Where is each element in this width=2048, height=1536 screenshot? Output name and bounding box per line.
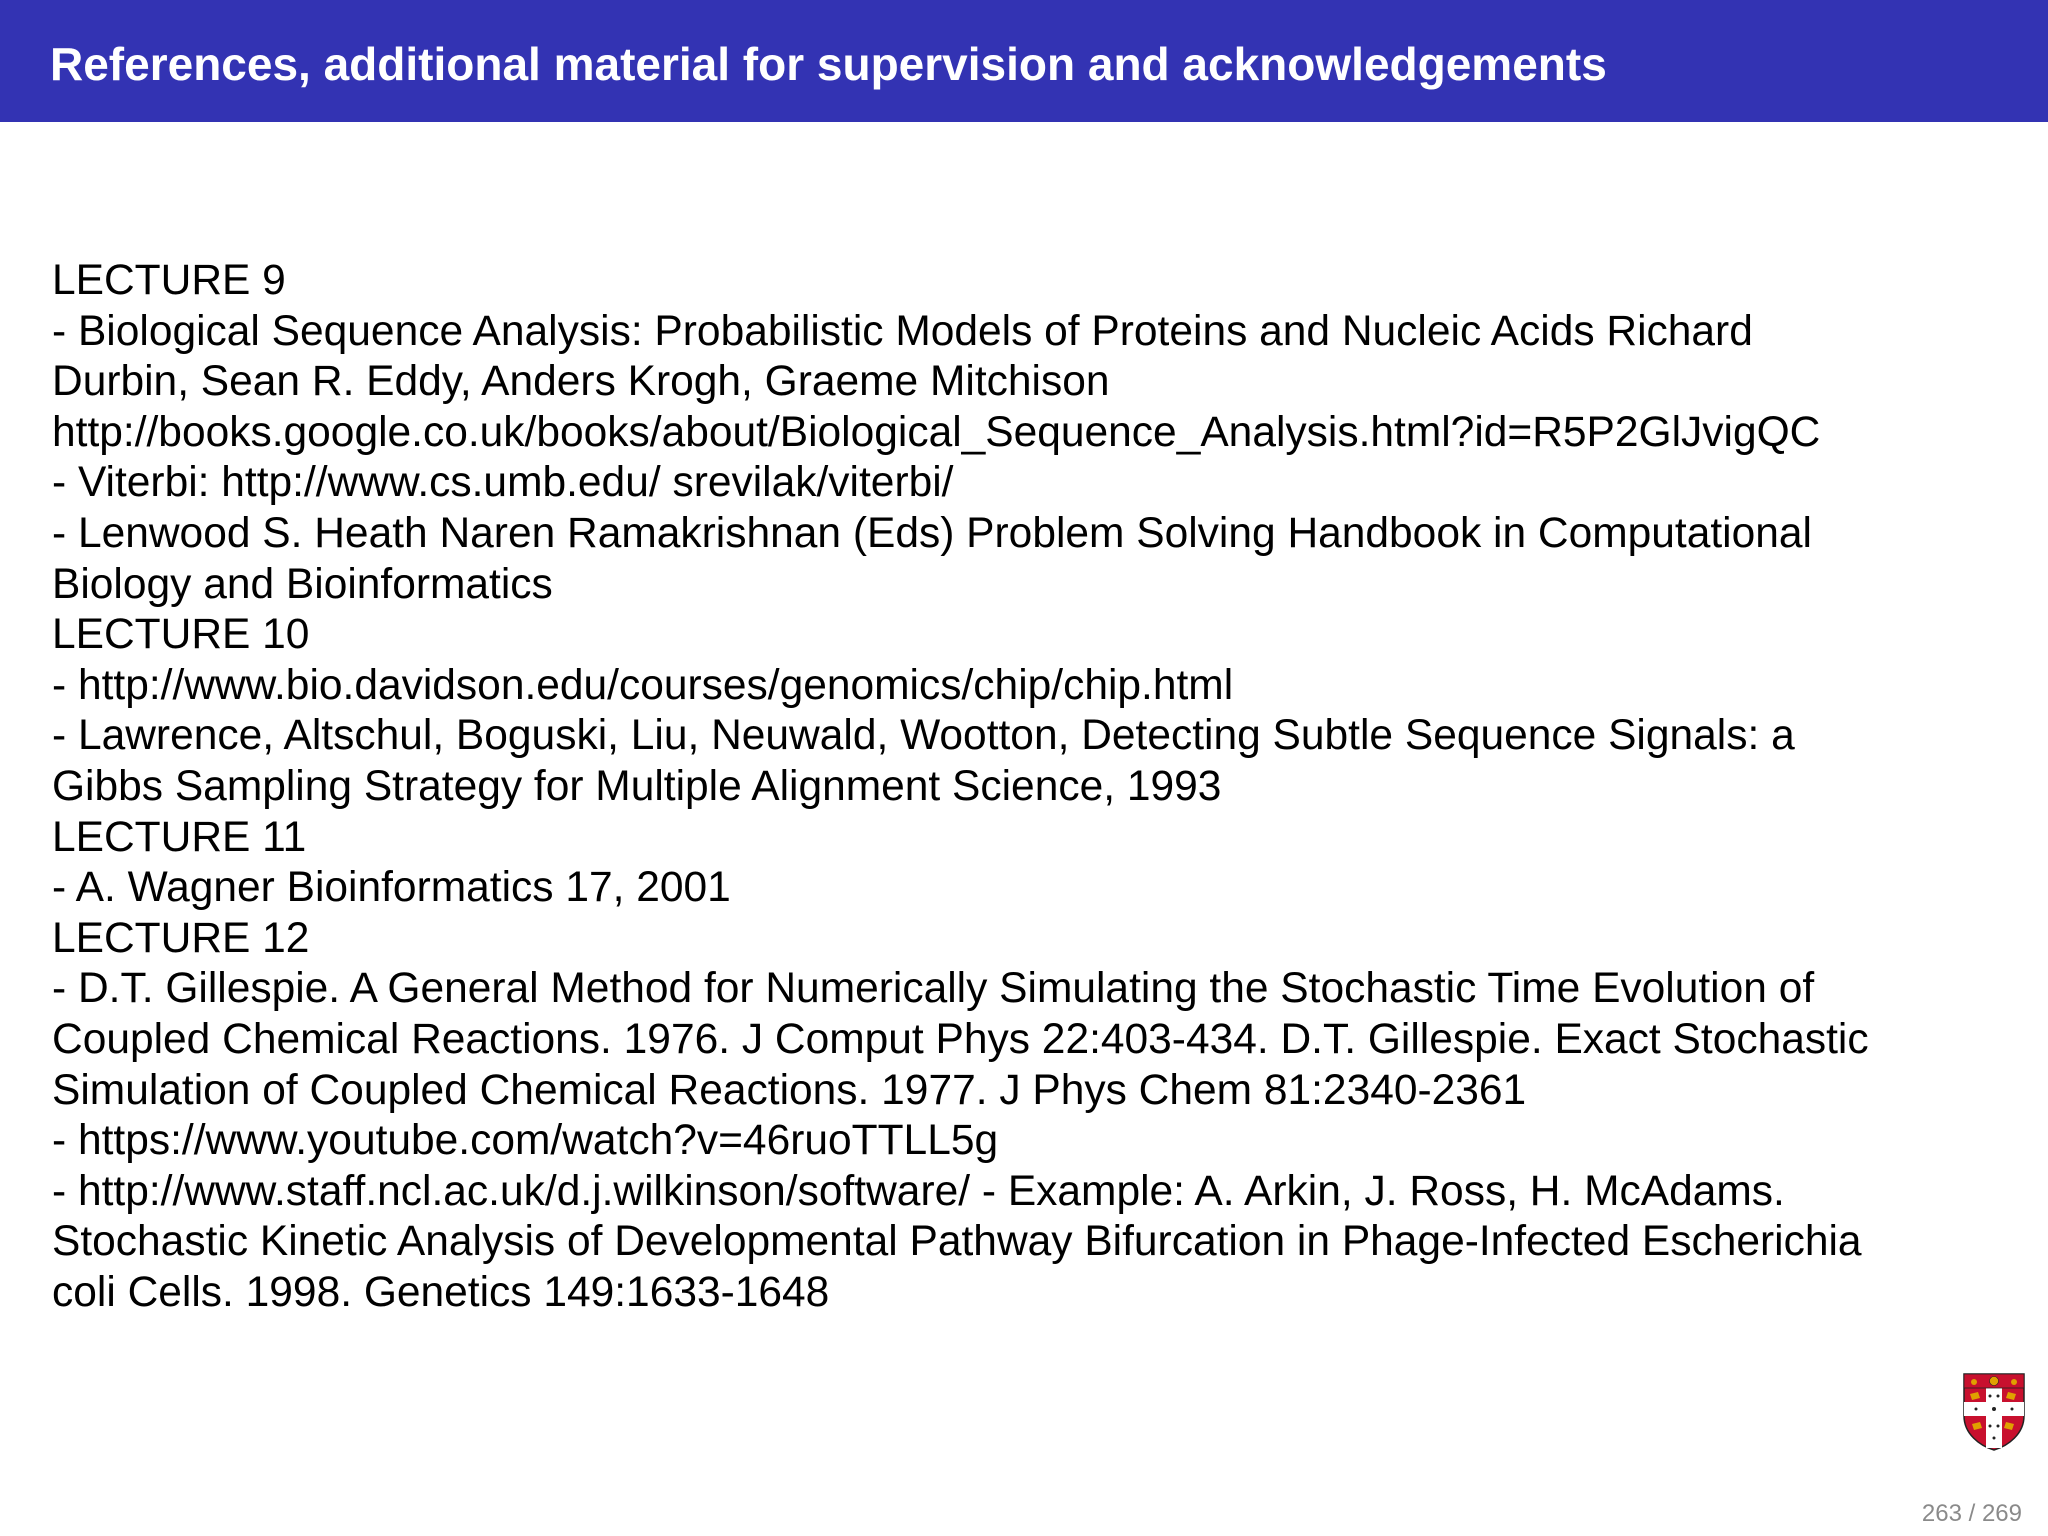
lecture-10-heading: LECTURE 10 <box>52 611 310 659</box>
reference-line: Gibbs Sampling Strategy for Multiple Alignment Science, 1993 <box>52 762 1222 810</box>
crest-chief-book <box>1990 1377 1999 1386</box>
crest-ermine-spot <box>1997 1425 2000 1428</box>
lecture-11-heading: LECTURE 11 <box>52 813 307 861</box>
reference-line: - Lawrence, Altschul, Boguski, Liu, Neuwald, Wootton, Detecting Subtle Sequence Signals: a <box>52 712 1795 760</box>
reference-line: coli Cells. 1998. Genetics 149:1633-1648 <box>52 1268 830 1316</box>
reference-line: - Biological Sequence Analysis: Probabilistic Models of Proteins and Nucleic Acids Richard <box>52 307 1753 355</box>
reference-line: - http://www.staff.ncl.ac.uk/d.j.wilkinson/software/ - Example: A. Arkin, J. Ross, H. McAdams. <box>52 1167 1785 1215</box>
reference-line: - https://www.youtube.com/watch?v=46ruoTTLL5g <box>52 1117 999 1165</box>
page-number: 263 / 269 <box>1921 1500 2022 1527</box>
university-crest-icon <box>1962 1372 2026 1452</box>
crest-ermine-spot <box>1975 1408 1978 1411</box>
crest-ermine-spot <box>1993 1437 1996 1440</box>
reference-line: - http://www.bio.davidson.edu/courses/genomics/chip/chip.html <box>52 661 1234 709</box>
reference-line: Biology and Bioinformatics <box>52 560 553 608</box>
crest-lion-top-left <box>1971 1379 1977 1385</box>
title-bar <box>0 0 2048 122</box>
reference-line: - A. Wagner Bioinformatics 17, 2001 <box>52 864 731 912</box>
crest-ermine-spot <box>1992 1407 1996 1411</box>
reference-line: - Viterbi: http://www.cs.umb.edu/ srevilak/viterbi/ <box>52 459 954 507</box>
crest-ermine-spot <box>1989 1425 1992 1428</box>
references-content <box>52 256 2012 1318</box>
reference-line: - Lenwood S. Heath Naren Ramakrishnan (Eds) Problem Solving Handbook in Computational <box>52 509 1812 557</box>
crest-ermine-spot <box>2011 1408 2014 1411</box>
reference-line: Durbin, Sean R. Eddy, Anders Krogh, Graeme Mitchison <box>52 358 1110 406</box>
crest-lion-top-right <box>2011 1379 2017 1385</box>
lecture-12-heading: LECTURE 12 <box>52 914 310 962</box>
reference-line: http://books.google.co.uk/books/about/Biological_Sequence_Analysis.html?id=R5P2GlJvigQC <box>52 408 1821 456</box>
lecture-9-heading: LECTURE 9 <box>52 257 286 304</box>
reference-line: Simulation of Coupled Chemical Reactions. 1977. J Phys Chem 81:2340-2361 <box>52 1066 1527 1114</box>
crest-ermine-spot <box>1997 1395 2000 1398</box>
reference-line: - D.T. Gillespie. A General Method for Numerically Simulating the Stochastic Time Evolution of <box>52 965 1815 1013</box>
reference-line: Stochastic Kinetic Analysis of Developmental Pathway Bifurcation in Phage-Infected Escherichia <box>52 1218 1862 1266</box>
reference-line: Coupled Chemical Reactions. 1976. J Comput Phys 22:403-434. D.T. Gillespie. Exact Stochastic <box>52 1015 1869 1063</box>
crest-ermine-spot <box>1989 1395 1992 1398</box>
slide-title: References, additional material for supervision and acknowledgements <box>50 38 1607 90</box>
